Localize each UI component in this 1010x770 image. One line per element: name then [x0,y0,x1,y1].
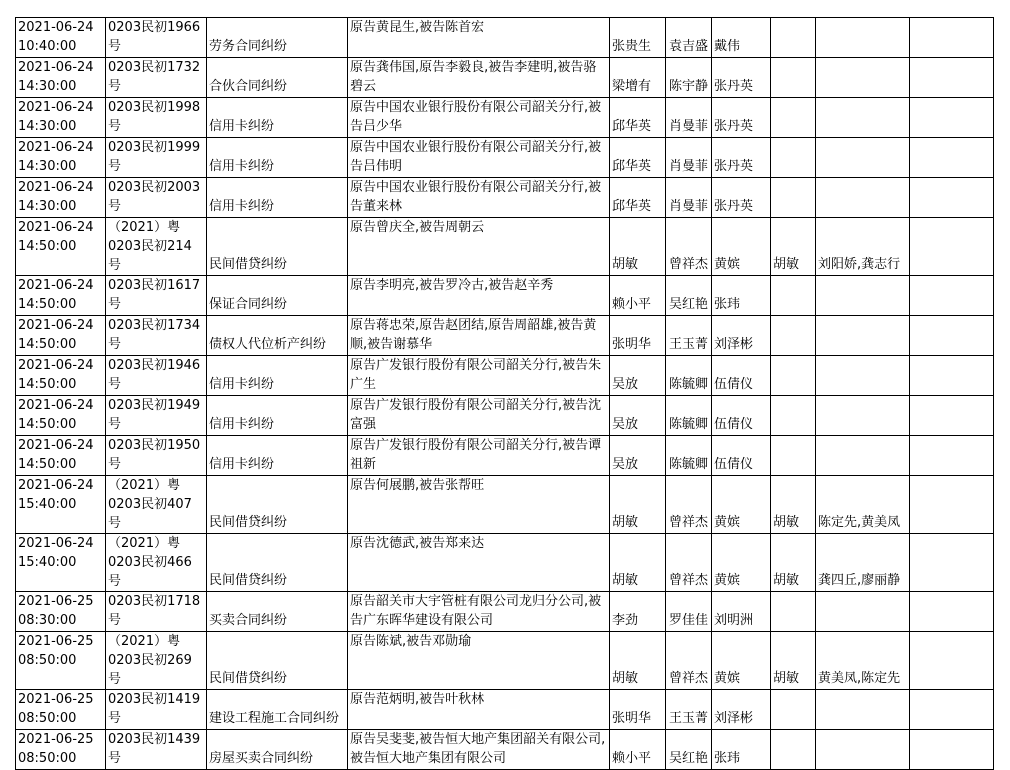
presiding-judge-cell: 胡敏 [610,476,666,534]
case-number-cell [106,396,207,436]
case-number-line2: 号 [108,39,122,54]
table-row [16,356,994,396]
table-row [16,58,994,98]
case-number-cell [106,316,207,356]
empty-cell [910,534,994,592]
extra-judge-cell [771,316,816,356]
case-number-line2: 号 [108,377,122,392]
presiding-judge-cell: 胡敏 [610,632,666,690]
empty-cell [910,476,994,534]
hearing-time: 08:50:00 [18,653,77,668]
extra-judge-cell [771,178,816,218]
case-cause-cell: 民间借贷纠纷 [207,632,348,690]
clerk-cell: 刘明洲 [712,592,771,632]
clerk-cell: 刘泽彬 [712,316,771,356]
case-number-cell [106,690,207,730]
presiding-judge-cell: 梁增有 [610,58,666,98]
parties-cell: 原告吴斐斐,被告恒大地产集团韶关有限公司,被告恒大地产集团有限公司 [348,730,610,770]
table-row [16,316,994,356]
case-cause-cell: 信用卡纠纷 [207,436,348,476]
case-number-cell [106,534,207,592]
case-cause-cell: 信用卡纠纷 [207,178,348,218]
hearing-datetime-cell [16,218,106,276]
table-row [16,592,994,632]
hearing-date: 2021-06-24 [18,358,94,373]
hearing-time: 08:30:00 [18,613,77,628]
hearing-time: 14:50:00 [18,377,77,392]
case-number-cell [106,592,207,632]
table-row [16,730,994,770]
hearing-date: 2021-06-24 [18,180,94,195]
clerk-cell: 张丹英 [712,138,771,178]
extra-members-cell [816,178,910,218]
hearing-time: 14:30:00 [18,79,77,94]
panel-member-cell: 陈毓卿 [666,396,712,436]
case-number-cell [106,356,207,396]
parties-cell: 原告广发银行股份有限公司韶关分行,被告沈富强 [348,396,610,436]
case-cause-cell: 保证合同纠纷 [207,276,348,316]
extra-judge-cell [771,18,816,58]
panel-member-cell: 曾祥杰 [666,476,712,534]
case-cause-cell: 债权人代位析产纠纷 [207,316,348,356]
extra-judge-cell [771,436,816,476]
case-number-line1: 0203民初1419 [108,692,201,707]
extra-judge-cell [771,356,816,396]
table-row [16,534,994,592]
case-number-line1: 0203民初1949 [108,398,201,413]
parties-cell: 原告范炳明,被告叶秋林 [348,690,610,730]
empty-cell [910,178,994,218]
table-row [16,98,994,138]
case-number-cell [106,178,207,218]
panel-member-cell: 曾祥杰 [666,534,712,592]
hearing-date: 2021-06-25 [18,634,94,649]
hearing-time: 14:30:00 [18,159,77,174]
presiding-judge-cell: 胡敏 [610,218,666,276]
table-row [16,138,994,178]
panel-member-cell: 吴红艳 [666,276,712,316]
case-number-line2: 号 [108,159,122,174]
hearing-time: 08:50:00 [18,711,77,726]
presiding-judge-cell: 胡敏 [610,534,666,592]
case-number-line2: 号 [108,613,122,628]
case-number-cell [106,436,207,476]
empty-cell [910,276,994,316]
table-row [16,178,994,218]
clerk-cell: 黄嫔 [712,534,771,592]
hearing-time: 14:30:00 [18,119,77,134]
parties-cell: 原告陈斌,被告邓勋瑜 [348,632,610,690]
case-cause-cell: 建设工程施工合同纠纷 [207,690,348,730]
hearing-date: 2021-06-24 [18,318,94,333]
case-number-line2: 号 [108,79,122,94]
hearing-time: 14:50:00 [18,337,77,352]
extra-members-cell [816,98,910,138]
hearing-datetime-cell [16,730,106,770]
case-number-line2: 0203民初214号 [108,239,192,273]
presiding-judge-cell: 邱华英 [610,138,666,178]
presiding-judge-cell: 邱华英 [610,98,666,138]
extra-judge-cell [771,592,816,632]
empty-cell [910,316,994,356]
extra-members-cell [816,356,910,396]
hearing-datetime-cell [16,316,106,356]
hearing-date: 2021-06-24 [18,536,94,551]
case-cause-cell: 民间借贷纠纷 [207,476,348,534]
case-number-line2: 0203民初269号 [108,653,192,687]
parties-cell: 原告曾庆全,被告周朝云 [348,218,610,276]
hearing-date: 2021-06-24 [18,20,94,35]
hearing-time: 14:50:00 [18,297,77,312]
table-row [16,276,994,316]
parties-cell: 原告中国农业银行股份有限公司韶关分行,被告吕少华 [348,98,610,138]
case-number-line2: 号 [108,417,122,432]
hearing-datetime-cell [16,632,106,690]
hearing-schedule-table [15,17,994,770]
panel-member-cell: 王玉菁 [666,690,712,730]
hearing-datetime-cell [16,690,106,730]
table-row [16,476,994,534]
parties-cell: 原告中国农业银行股份有限公司韶关分行,被告吕伟明 [348,138,610,178]
clerk-cell: 张丹英 [712,178,771,218]
presiding-judge-cell: 张贵生 [610,18,666,58]
presiding-judge-cell: 吴放 [610,396,666,436]
panel-member-cell: 王玉菁 [666,316,712,356]
empty-cell [910,730,994,770]
case-number-line1: 0203民初1966 [108,20,201,35]
hearing-datetime-cell [16,18,106,58]
case-cause-cell: 信用卡纠纷 [207,138,348,178]
hearing-time: 14:50:00 [18,239,77,254]
extra-judge-cell: 胡敏 [771,218,816,276]
extra-members-cell [816,58,910,98]
presiding-judge-cell: 赖小平 [610,730,666,770]
case-number-cell [106,218,207,276]
case-number-line2: 0203民初407号 [108,497,192,531]
extra-members-cell [816,436,910,476]
extra-members-cell [816,690,910,730]
case-number-line2: 号 [108,297,122,312]
extra-judge-cell [771,58,816,98]
panel-member-cell: 罗佳佳 [666,592,712,632]
presiding-judge-cell: 张明华 [610,690,666,730]
hearing-date: 2021-06-24 [18,438,94,453]
clerk-cell: 黄嫔 [712,476,771,534]
clerk-cell: 黄嫔 [712,218,771,276]
empty-cell [910,632,994,690]
case-number-cell [106,18,207,58]
hearing-date: 2021-06-25 [18,692,94,707]
hearing-time: 10:40:00 [18,39,77,54]
table-row [16,18,994,58]
case-number-line1: 0203民初2003 [108,180,201,195]
parties-cell: 原告韶关市大宇管桩有限公司龙归分公司,被告广东晖华建设有限公司 [348,592,610,632]
hearing-datetime-cell [16,138,106,178]
parties-cell: 原告李明亮,被告罗冷古,被告赵辛秀 [348,276,610,316]
case-cause-cell: 房屋买卖合同纠纷 [207,730,348,770]
table-row [16,436,994,476]
empty-cell [910,356,994,396]
parties-cell: 原告广发银行股份有限公司韶关分行,被告朱广生 [348,356,610,396]
hearing-datetime-cell [16,396,106,436]
extra-members-cell [816,316,910,356]
table-row [16,632,994,690]
extra-judge-cell [771,730,816,770]
extra-judge-cell [771,396,816,436]
empty-cell [910,396,994,436]
extra-members-cell [816,730,910,770]
case-number-cell [106,98,207,138]
extra-judge-cell [771,98,816,138]
case-cause-cell: 劳务合同纠纷 [207,18,348,58]
case-number-line2: 号 [108,711,122,726]
hearing-datetime-cell [16,476,106,534]
case-number-line1: （2021）粤 [108,536,181,551]
case-number-line2: 号 [108,457,122,472]
case-number-line1: 0203民初1998 [108,100,201,115]
clerk-cell: 张丹英 [712,58,771,98]
case-cause-cell: 信用卡纠纷 [207,356,348,396]
case-number-cell [106,632,207,690]
table-row [16,396,994,436]
hearing-datetime-cell [16,436,106,476]
clerk-cell: 张玮 [712,276,771,316]
hearing-datetime-cell [16,592,106,632]
hearing-datetime-cell [16,178,106,218]
hearing-date: 2021-06-24 [18,100,94,115]
case-cause-cell: 买卖合同纠纷 [207,592,348,632]
case-number-line2: 0203民初466号 [108,555,192,589]
empty-cell [910,58,994,98]
parties-cell: 原告中国农业银行股份有限公司韶关分行,被告董来林 [348,178,610,218]
panel-member-cell: 曾祥杰 [666,218,712,276]
clerk-cell: 张丹英 [712,98,771,138]
empty-cell [910,592,994,632]
hearing-date: 2021-06-24 [18,398,94,413]
hearing-date: 2021-06-24 [18,60,94,75]
case-number-line2: 号 [108,119,122,134]
presiding-judge-cell: 赖小平 [610,276,666,316]
panel-member-cell: 陈毓卿 [666,436,712,476]
empty-cell [910,138,994,178]
presiding-judge-cell: 李劲 [610,592,666,632]
case-number-line2: 号 [108,751,122,766]
extra-members-cell: 龚四丘,廖丽静 [816,534,910,592]
extra-judge-cell: 胡敏 [771,534,816,592]
case-number-cell [106,276,207,316]
clerk-cell: 伍倩仪 [712,436,771,476]
parties-cell: 原告沈德武,被告郑来达 [348,534,610,592]
case-number-cell [106,138,207,178]
hearing-time: 14:30:00 [18,199,77,214]
case-number-line1: 0203民初1439 [108,732,201,747]
panel-member-cell: 陈毓卿 [666,356,712,396]
case-cause-cell: 信用卡纠纷 [207,98,348,138]
extra-members-cell [816,396,910,436]
table-row [16,218,994,276]
panel-member-cell: 曾祥杰 [666,632,712,690]
case-cause-cell: 合伙合同纠纷 [207,58,348,98]
parties-cell: 原告龚伟国,原告李毅良,被告李建明,被告骆碧云 [348,58,610,98]
hearing-date: 2021-06-25 [18,732,94,747]
hearing-datetime-cell [16,276,106,316]
empty-cell [910,690,994,730]
panel-member-cell: 袁吉盛 [666,18,712,58]
case-number-line1: 0203民初1617 [108,278,201,293]
extra-judge-cell: 胡敏 [771,476,816,534]
presiding-judge-cell: 张明华 [610,316,666,356]
clerk-cell: 张玮 [712,730,771,770]
extra-members-cell [816,18,910,58]
extra-members-cell [816,138,910,178]
parties-cell: 原告广发银行股份有限公司韶关分行,被告谭祖新 [348,436,610,476]
extra-judge-cell [771,276,816,316]
extra-members-cell: 刘阳娇,龚志行 [816,218,910,276]
case-number-line1: 0203民初1950 [108,438,201,453]
hearing-date: 2021-06-24 [18,220,94,235]
case-number-line1: （2021）粤 [108,634,181,649]
presiding-judge-cell: 吴放 [610,436,666,476]
hearing-time: 14:50:00 [18,457,77,472]
table-body [16,18,994,770]
case-number-line1: （2021）粤 [108,478,181,493]
case-cause-cell: 民间借贷纠纷 [207,218,348,276]
clerk-cell: 戴伟 [712,18,771,58]
clerk-cell: 黄嫔 [712,632,771,690]
empty-cell [910,436,994,476]
case-number-cell [106,730,207,770]
case-number-cell [106,58,207,98]
hearing-datetime-cell [16,58,106,98]
hearing-datetime-cell [16,98,106,138]
panel-member-cell: 陈宇静 [666,58,712,98]
empty-cell [910,218,994,276]
case-number-line1: 0203民初1999 [108,140,201,155]
panel-member-cell: 肖曼菲 [666,178,712,218]
extra-members-cell [816,592,910,632]
hearing-time: 15:40:00 [18,555,77,570]
hearing-time: 15:40:00 [18,497,77,512]
clerk-cell: 刘泽彬 [712,690,771,730]
case-number-line2: 号 [108,199,122,214]
case-number-line1: 0203民初1734 [108,318,201,333]
panel-member-cell: 肖曼菲 [666,98,712,138]
hearing-date: 2021-06-24 [18,278,94,293]
case-number-line1: 0203民初1732 [108,60,201,75]
case-number-cell [106,476,207,534]
extra-judge-cell: 胡敏 [771,632,816,690]
extra-members-cell [816,276,910,316]
presiding-judge-cell: 邱华英 [610,178,666,218]
hearing-date: 2021-06-25 [18,594,94,609]
parties-cell: 原告黄昆生,被告陈首宏 [348,18,610,58]
case-number-line1: 0203民初1946 [108,358,201,373]
extra-judge-cell [771,690,816,730]
panel-member-cell: 吴红艳 [666,730,712,770]
hearing-time: 14:50:00 [18,417,77,432]
extra-members-cell: 黄美凤,陈定先 [816,632,910,690]
presiding-judge-cell: 吴放 [610,356,666,396]
case-cause-cell: 信用卡纠纷 [207,396,348,436]
empty-cell [910,18,994,58]
clerk-cell: 伍倩仪 [712,356,771,396]
hearing-date: 2021-06-24 [18,140,94,155]
panel-member-cell: 肖曼菲 [666,138,712,178]
hearing-datetime-cell [16,534,106,592]
hearing-time: 08:50:00 [18,751,77,766]
parties-cell: 原告何展鹏,被告张帮旺 [348,476,610,534]
hearing-datetime-cell [16,356,106,396]
case-number-line1: （2021）粤 [108,220,181,235]
extra-judge-cell [771,138,816,178]
parties-cell: 原告蒋忠荣,原告赵团结,原告周韶雄,被告黄顺,被告谢慕华 [348,316,610,356]
case-cause-cell: 民间借贷纠纷 [207,534,348,592]
hearing-date: 2021-06-24 [18,478,94,493]
case-number-line2: 号 [108,337,122,352]
table-row [16,690,994,730]
case-number-line1: 0203民初1718 [108,594,201,609]
clerk-cell: 伍倩仪 [712,396,771,436]
empty-cell [910,98,994,138]
extra-members-cell: 陈定先,黄美凤 [816,476,910,534]
